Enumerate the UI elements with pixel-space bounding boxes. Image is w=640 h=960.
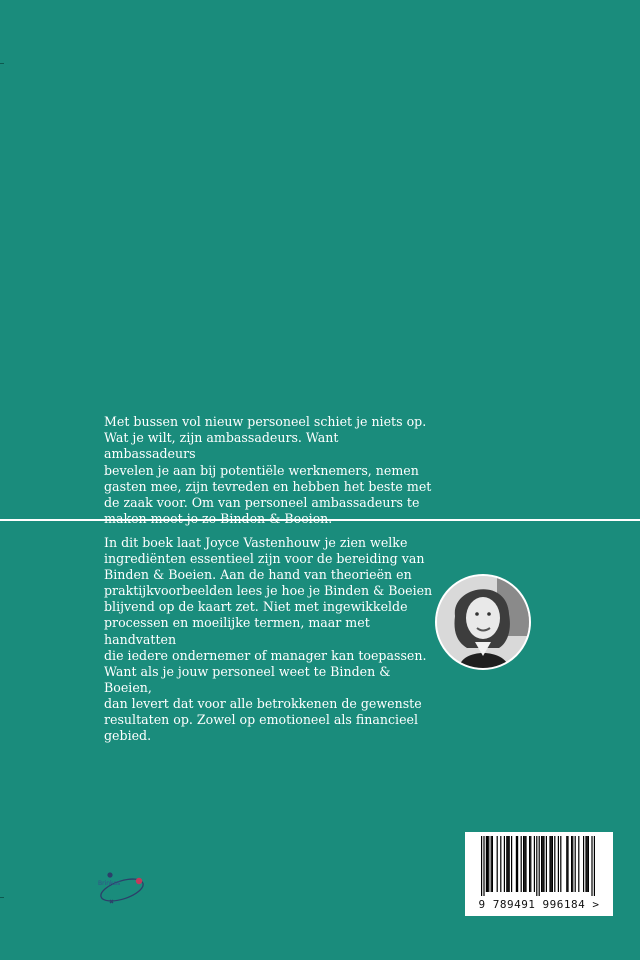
barcode-bar: [536, 836, 537, 896]
barcode-bar: [487, 836, 488, 892]
author-portrait-image: [437, 576, 529, 668]
barcode-bar: [554, 836, 555, 892]
barcode-bar: [525, 836, 526, 892]
barcode-bar: [504, 836, 505, 892]
barcode-bar: [483, 836, 484, 896]
barcode-bar: [591, 836, 592, 896]
publisher-wordmark: Brinkas: [98, 880, 121, 887]
barcode-bar: [534, 836, 535, 892]
barcode-bar: [585, 836, 586, 892]
barcode-bar: [583, 836, 584, 892]
barcode-bar: [509, 836, 510, 892]
crop-mark-bottom: [0, 897, 4, 898]
barcode-bar: [542, 836, 543, 892]
barcode-bar: [521, 836, 522, 892]
barcode-bar: [551, 836, 552, 892]
barcode-bar: [488, 836, 489, 892]
barcode-bar: [481, 836, 482, 896]
isbn-number: 9 789491 996184 >: [478, 898, 600, 911]
barcode-bar: [492, 836, 493, 892]
barcode-bar: [517, 836, 518, 892]
isbn-barcode: [465, 832, 613, 916]
barcode-bar: [497, 836, 498, 892]
barcode-bar: [552, 836, 553, 892]
barcode-bar: [529, 836, 530, 892]
barcode-bar: [541, 836, 542, 892]
barcode-bar: [549, 836, 550, 892]
barcode-bar: [523, 836, 524, 892]
barcode-bar: [506, 836, 507, 892]
author-photo: [435, 574, 531, 670]
barcode-bar: [575, 836, 576, 892]
barcode-bar: [546, 836, 547, 892]
barcode-bar: [511, 836, 512, 892]
barcode-bar: [543, 836, 544, 892]
publisher-orbit-logo-icon: [92, 870, 152, 910]
barcode-bar: [491, 836, 492, 892]
barcode-bar: [588, 836, 589, 892]
crop-mark-top: [0, 63, 4, 64]
barcode-bar: [486, 836, 487, 892]
barcode-bar: [558, 836, 559, 892]
barcode-bar: [578, 836, 579, 892]
barcode-bar: [530, 836, 531, 892]
publisher-logo: [92, 870, 152, 910]
barcode-bar: [524, 836, 525, 892]
barcode-bars: [465, 832, 613, 898]
barcode-bar: [500, 836, 501, 892]
blurb-text: Met bussen vol nieuw personeel schiet je niets op. Wat je wilt, zijn ambassadeurs. Want ambassadeurs bevelen je aan bij potentiële werknemers, nemen gasten mee, zijn tevreden en hebben het beste met de zaak voor. Om van personeel ambassadeurs te: [104, 414, 432, 511]
barcode-bar: [539, 836, 540, 896]
barcode-bar: [566, 836, 567, 892]
barcode-bar: [507, 836, 508, 892]
barcode-bar: [572, 836, 573, 892]
barcode-bar: [560, 836, 561, 892]
barcode-bar: [516, 836, 517, 892]
description-text: In dit boek laat Joyce Vastenhouw je zien welke ingrediënten essentieel zijn voor de bereiding van Binden & Boeien. Aan de hand van theorieën en praktijkvoorbeelden lees je hoe je Binden & Boeien blijvend op de kaart zet. Niet met ingewikkelde processen en moeilijke termen, maar met handvatten die iedere ondernemer of manager kan toepassen. Want als je jouw personeel weet te Binden & Boeien, dan levert dat voor alle betrokkenen de gewenste resultaten op. Zowel op emotioneel als financieel gebied.: [104, 535, 433, 744]
barcode-bar: [571, 836, 572, 892]
section-divider: [0, 519, 640, 521]
barcode-bar: [587, 836, 588, 892]
barcode-bar: [567, 836, 568, 892]
barcode-bar: [594, 836, 595, 896]
